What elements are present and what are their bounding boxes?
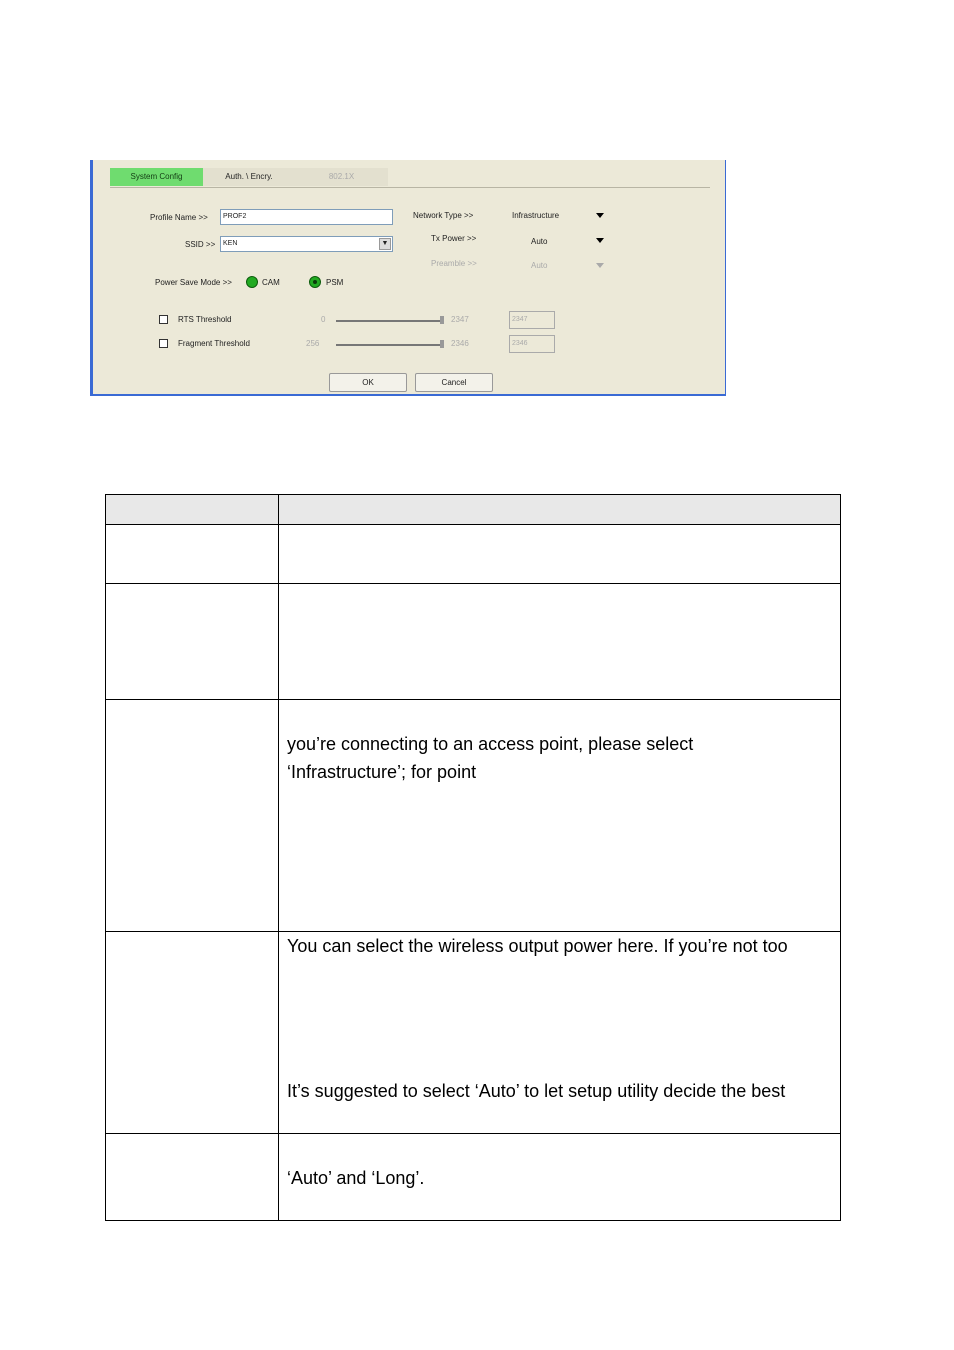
rts-threshold-label: RTS Threshold <box>178 315 232 324</box>
tx-power-desc-line2: It’s suggested to select ‘Auto’ to let setup utility decide the best <box>287 1081 786 1101</box>
cancel-button[interactable]: Cancel <box>415 373 493 392</box>
network-type-label: Network Type >> <box>413 211 474 220</box>
network-type-value[interactable]: Infrastructure <box>512 211 560 220</box>
network-type-desc-line1: you’re connecting to an access point, please select <box>287 734 694 754</box>
row-divider <box>106 699 840 700</box>
preamble-value: Auto <box>531 261 548 270</box>
tx-power-desc-line1: You can select the wireless output power here. If you’re not too <box>287 936 788 956</box>
tab-divider <box>110 187 710 188</box>
tab-system-config[interactable]: System Config <box>110 168 203 186</box>
preamble-desc-line1: ‘Auto’ and ‘Long’. <box>287 1168 425 1188</box>
tx-power-value[interactable]: Auto <box>531 237 548 246</box>
network-type-dropdown-icon[interactable] <box>596 213 604 218</box>
rts-threshold-checkbox[interactable] <box>159 315 168 324</box>
fragment-max-label: 2346 <box>451 339 469 348</box>
rts-min-label: 0 <box>321 315 326 324</box>
fragment-slider-thumb[interactable] <box>440 340 444 348</box>
fragment-threshold-checkbox[interactable] <box>159 339 168 348</box>
power-save-label: Power Save Mode >> <box>155 278 232 287</box>
psm-label: PSM <box>326 278 344 287</box>
row-divider <box>106 524 840 525</box>
tx-power-label: Tx Power >> <box>431 234 477 243</box>
fragment-slider-track[interactable] <box>336 344 441 346</box>
fragment-min-label: 256 <box>306 339 320 348</box>
preamble-label: Preamble >> <box>431 259 477 268</box>
network-type-desc-line2: ‘Infrastructure’; for point <box>287 762 477 782</box>
tab-auth-encry[interactable]: Auth. \ Encry. <box>203 168 296 186</box>
fragment-threshold-label: Fragment Threshold <box>178 339 250 348</box>
column-divider <box>278 495 279 1220</box>
ssid-select[interactable] <box>220 236 393 252</box>
system-config-dialog <box>90 160 726 396</box>
ok-button[interactable]: OK <box>329 373 407 392</box>
row-divider <box>106 1133 840 1134</box>
tx-power-dropdown-icon[interactable] <box>596 238 604 243</box>
cam-label: CAM <box>262 278 280 287</box>
table-header <box>106 495 840 524</box>
settings-description-table <box>105 494 841 1221</box>
chevron-down-icon[interactable]: ▼ <box>379 238 391 250</box>
profile-name-label: Profile Name >> <box>150 213 208 222</box>
rts-slider-track[interactable] <box>336 320 441 322</box>
row-divider <box>106 583 840 584</box>
ssid-label: SSID >> <box>185 240 216 249</box>
fragment-value-field: 2346 <box>509 335 555 353</box>
rts-slider-thumb[interactable] <box>440 316 444 324</box>
rts-value-field: 2347 <box>509 311 555 329</box>
rts-max-label: 2347 <box>451 315 469 324</box>
profile-name-input[interactable]: PROF2 <box>220 209 393 225</box>
cam-radio[interactable] <box>246 276 258 288</box>
tab-8021x[interactable]: 802.1X <box>295 168 388 186</box>
psm-radio[interactable] <box>309 276 321 288</box>
ssid-value: KEN <box>223 240 238 247</box>
preamble-dropdown-icon <box>596 263 604 268</box>
